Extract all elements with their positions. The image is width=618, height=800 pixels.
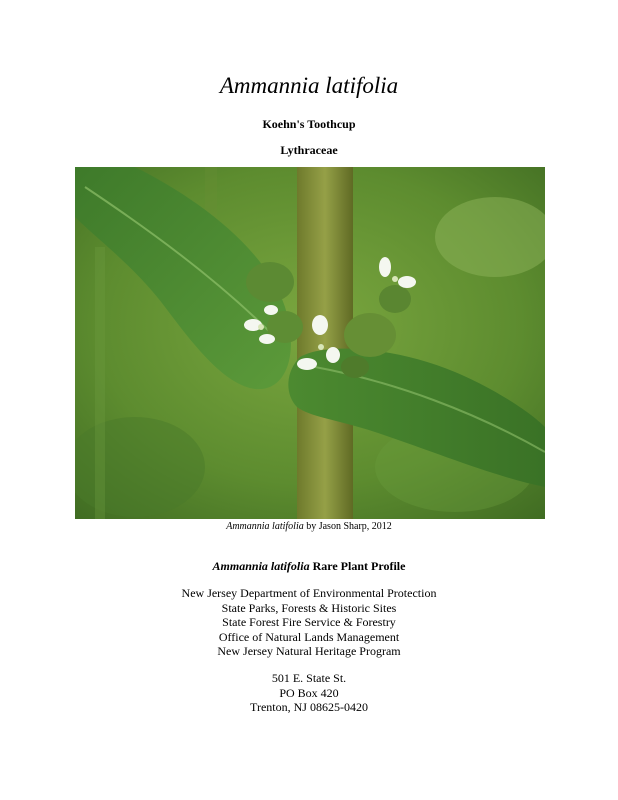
profile-heading (0, 559, 618, 573)
family-name: Lythraceae (280, 143, 338, 157)
common-name: Koehn's Toothcup (262, 117, 356, 131)
organization-line: State Forest Fire Service & Forestry (222, 615, 396, 629)
organization-line: New Jersey Natural Heritage Program (217, 644, 401, 658)
address-line: Trenton, NJ 08625-0420 (250, 700, 368, 714)
organization-line: New Jersey Department of Environmental Protection (181, 586, 437, 600)
plant-photo-illustration (75, 167, 545, 519)
address-line: PO Box 420 (279, 685, 339, 700)
plant-photo (75, 167, 545, 519)
organization-line: State Parks, Forests & Historic Sites (221, 600, 397, 615)
document-title: Ammannia latifolia (219, 73, 399, 98)
profile-heading-rest: Rare Plant Profile (309, 559, 406, 573)
address-block (0, 671, 618, 715)
organization-line: Office of Natural Lands Management (218, 629, 400, 644)
caption-species: Ammannia latifolia (226, 521, 304, 532)
photo-caption (0, 521, 618, 533)
address-line: 501 E. State St. (271, 671, 347, 685)
organization-list (0, 586, 618, 659)
caption-credit: by Jason Sharp, 2012 (303, 521, 392, 532)
profile-heading-species: Ammannia latifolia (212, 559, 310, 573)
